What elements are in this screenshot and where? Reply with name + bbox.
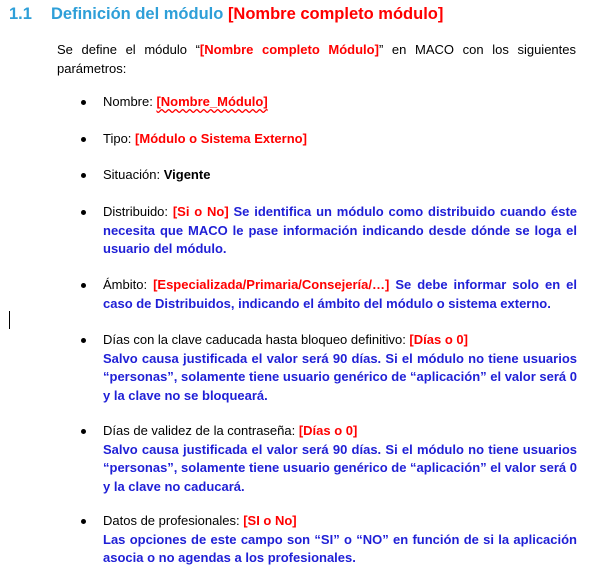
item-value: [SI o No] bbox=[243, 513, 297, 528]
bullet-icon bbox=[81, 210, 86, 215]
item-value: [Días o 0] bbox=[298, 423, 358, 438]
section-number: 1.1 bbox=[9, 5, 32, 23]
item-label: Nombre: bbox=[103, 94, 157, 109]
list-item-dias-validez bbox=[103, 422, 577, 496]
list-item-distribuido bbox=[103, 203, 577, 259]
bullet-icon bbox=[81, 429, 86, 434]
section-title: Definición del módulo bbox=[51, 5, 224, 23]
item-label: Situación: bbox=[103, 167, 164, 182]
item-value: [Especializada/Primaria/Consejería/…] bbox=[153, 277, 390, 292]
intro-text-after: ” en MACO con los siguientes parámetros: bbox=[57, 42, 576, 76]
text-cursor bbox=[9, 311, 10, 329]
item-label: Ámbito: bbox=[103, 277, 154, 292]
bullet-icon bbox=[81, 173, 86, 178]
bullet-icon bbox=[81, 100, 86, 105]
item-value: [Módulo o Sistema Externo] bbox=[135, 131, 307, 146]
list-item-dias-bloqueo bbox=[103, 331, 577, 405]
list-item-tipo bbox=[103, 130, 577, 149]
intro-text-before: Se define el módulo “ bbox=[57, 42, 200, 57]
item-label: Días de validez de la contraseña: bbox=[103, 423, 299, 438]
list-item-nombre bbox=[103, 93, 577, 112]
item-value: Vigente bbox=[163, 167, 211, 182]
item-note: Se debe informar solo en el caso de Distribuidos, indicando el ámbito del módulo o sistema externo. bbox=[103, 277, 577, 311]
list-item-datos-profesionales bbox=[103, 512, 577, 568]
item-label: Tipo: bbox=[103, 131, 136, 146]
item-label: Distribuido: bbox=[103, 204, 173, 219]
intro-placeholder: [Nombre completo Módulo] bbox=[199, 42, 379, 57]
bullet-icon bbox=[81, 338, 86, 343]
section-title-placeholder: [Nombre completo módulo] bbox=[227, 5, 444, 23]
item-value: [Si o No] bbox=[172, 204, 229, 219]
item-note: Salvo causa justificada el valor será 90 días. Si el módulo no tiene usuarios “personas”, solamente tiene usuario genérico de “aplicación” el valor será 0 y la clave no se bloqueará. bbox=[103, 350, 577, 403]
item-value: [Días o 0] bbox=[409, 332, 468, 347]
intro-paragraph bbox=[57, 40, 576, 78]
section-heading bbox=[9, 5, 443, 24]
bullet-icon bbox=[81, 519, 86, 524]
item-value: [Nombre_Módulo] bbox=[156, 94, 268, 109]
list-item-situacion bbox=[103, 166, 577, 185]
list-item-ambito bbox=[103, 276, 577, 313]
item-label: Días con la clave caducada hasta bloqueo definitivo: bbox=[103, 332, 410, 347]
item-label: Datos de profesionales: bbox=[103, 513, 244, 528]
item-note: Se identifica un módulo como distribuido cuando éste necesita que MACO le pase información indicando desde dónde se loga el usuario del módulo. bbox=[103, 204, 578, 256]
bullet-icon bbox=[81, 283, 86, 288]
item-note: Las opciones de este campo son “SI” o “NO” en función de si la aplicación asocia o no agendas a los profesionales. bbox=[103, 531, 577, 565]
bullet-icon bbox=[81, 137, 86, 142]
item-note: Salvo causa justificada el valor será 90 días. Si el módulo no tiene usuarios “personas”, solamente tiene usuario genérico de “aplicación” el valor será 0 y la clave no caducará. bbox=[103, 441, 577, 494]
